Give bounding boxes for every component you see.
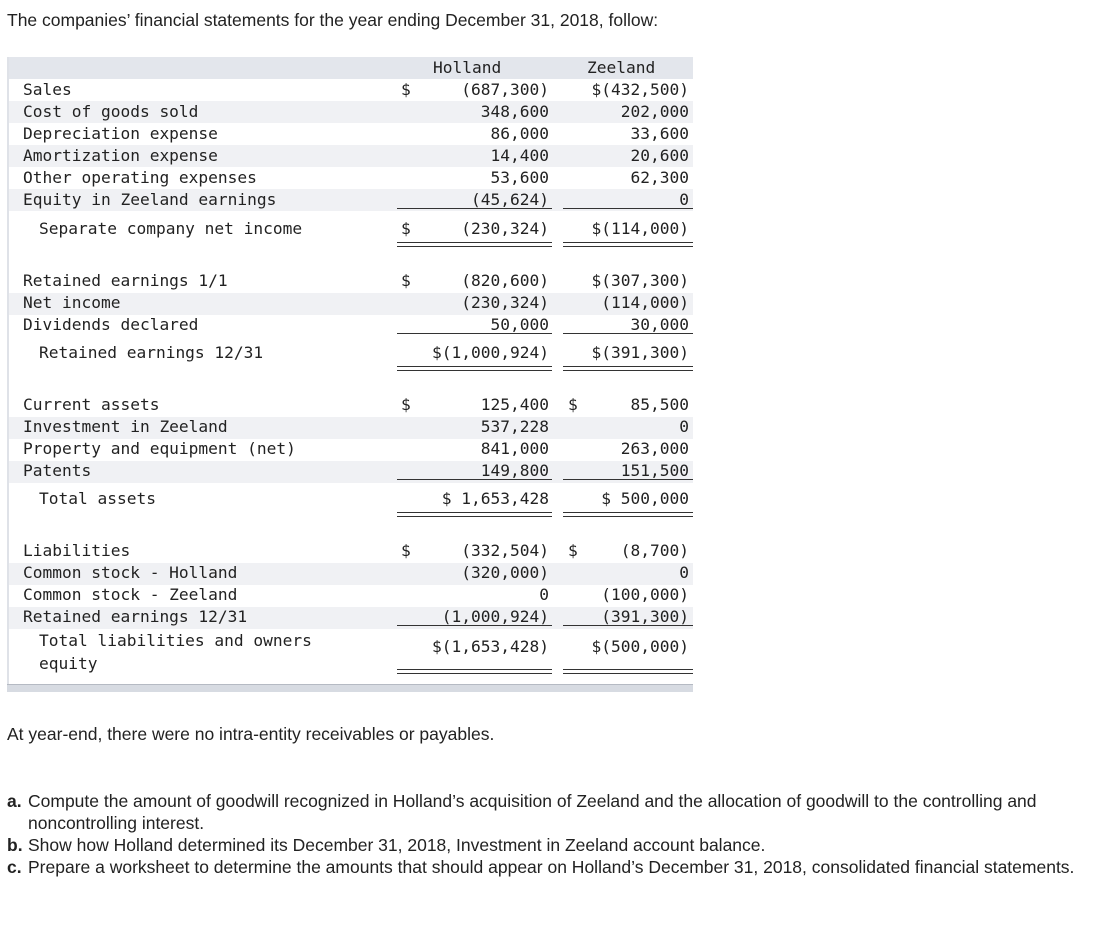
holland-value: 50,000 bbox=[490, 315, 549, 334]
row-label: Patents bbox=[23, 461, 92, 480]
zeeland-value: 30,000 bbox=[630, 315, 689, 334]
row-label: Common stock - Zeeland bbox=[23, 585, 238, 604]
row-label: Other operating expenses bbox=[23, 168, 257, 187]
dollar-sign: $ bbox=[401, 541, 411, 560]
question-text: Compute the amount of goodwill recognized in Holland’s acquisition of Zeeland and the allocation of goodwill to the controlling and noncontrolling interest. bbox=[28, 791, 1037, 833]
zeeland-value: 0 bbox=[679, 190, 689, 209]
holland-value: (687,300) bbox=[461, 80, 549, 99]
total-double-rule bbox=[563, 669, 693, 674]
zeeland-value: (391,300) bbox=[601, 607, 689, 626]
holland-value: (230,324) bbox=[461, 293, 549, 312]
subtotal-rule bbox=[397, 625, 552, 626]
column-header-zeeland: Zeeland bbox=[587, 58, 656, 77]
question-item bbox=[7, 790, 1077, 834]
holland-value: (45,624) bbox=[471, 190, 549, 209]
dollar-sign: $ bbox=[401, 219, 411, 238]
holland-value: 14,400 bbox=[490, 146, 549, 165]
subtotal-rule bbox=[563, 479, 693, 480]
dollar-sign: $ bbox=[568, 395, 578, 414]
holland-value: 841,000 bbox=[480, 439, 549, 458]
question-text: Prepare a worksheet to determine the amounts that should appear on Holland’s December 31, 2018, consolidated financial statements. bbox=[28, 857, 1075, 877]
row-label-continued: equity bbox=[39, 654, 98, 673]
intro-text: The companies’ financial statements for the year ending December 31, 2018, follow: bbox=[7, 10, 659, 30]
row-label: Investment in Zeeland bbox=[23, 417, 228, 436]
total-double-rule bbox=[397, 669, 552, 674]
dollar-sign: $ bbox=[568, 541, 578, 560]
total-double-rule bbox=[397, 366, 552, 371]
dollar-sign: $ bbox=[401, 271, 411, 290]
row-label: Total liabilities and owners bbox=[39, 631, 312, 650]
holland-value: (332,504) bbox=[461, 541, 549, 560]
column-header-holland: Holland bbox=[433, 58, 502, 77]
dollar-sign: $ bbox=[401, 395, 411, 414]
questions-list bbox=[7, 790, 1077, 878]
row-label: Equity in Zeeland earnings bbox=[23, 190, 277, 209]
zeeland-value: 263,000 bbox=[620, 439, 689, 458]
subtotal-rule bbox=[397, 208, 552, 209]
holland-value: 348,600 bbox=[480, 102, 549, 121]
total-double-rule bbox=[563, 512, 693, 517]
holland-value: 125,400 bbox=[480, 395, 549, 414]
holland-value: 149,800 bbox=[480, 461, 549, 480]
question-item bbox=[7, 856, 1077, 878]
zeeland-value: $(307,300) bbox=[591, 271, 689, 290]
total-double-rule bbox=[397, 512, 552, 517]
row-label: Retained earnings 12/31 bbox=[23, 607, 248, 626]
holland-value: $(1,000,924) bbox=[432, 343, 549, 362]
holland-value: (230,324) bbox=[461, 219, 549, 238]
row-label: Sales bbox=[23, 80, 72, 99]
holland-value: (820,600) bbox=[461, 271, 549, 290]
subtotal-rule bbox=[563, 625, 693, 626]
subtotal-rule bbox=[563, 333, 693, 334]
note-text: At year-end, there were no intra-entity receivables or payables. bbox=[7, 724, 495, 744]
zeeland-value: 20,600 bbox=[630, 146, 689, 165]
row-label: Cost of goods sold bbox=[23, 102, 199, 121]
financial-statements-table bbox=[7, 57, 693, 692]
holland-value: 0 bbox=[539, 585, 549, 604]
dollar-sign: $ bbox=[401, 80, 411, 99]
zeeland-value: $(391,300) bbox=[591, 343, 689, 362]
row-label: Total assets bbox=[39, 489, 156, 508]
zeeland-value: $(114,000) bbox=[591, 219, 689, 238]
table-bottom-bar bbox=[7, 684, 693, 692]
zeeland-value: $ 500,000 bbox=[601, 489, 689, 508]
question-item bbox=[7, 834, 1077, 856]
zeeland-value: 33,600 bbox=[630, 124, 689, 143]
subtotal-rule bbox=[563, 208, 693, 209]
holland-value: 86,000 bbox=[490, 124, 549, 143]
zeeland-value: (8,700) bbox=[620, 541, 689, 560]
holland-value: 53,600 bbox=[490, 168, 549, 187]
question-label: a. bbox=[7, 791, 22, 811]
row-label: Liabilities bbox=[23, 541, 131, 560]
row-label: Current assets bbox=[23, 395, 160, 414]
question-label: b. bbox=[7, 835, 23, 855]
zeeland-value: 0 bbox=[679, 563, 689, 582]
zeeland-value: $(432,500) bbox=[591, 80, 689, 99]
row-label: Retained earnings 1/1 bbox=[23, 271, 228, 290]
row-label: Depreciation expense bbox=[23, 124, 218, 143]
zeeland-value: 202,000 bbox=[620, 102, 689, 121]
row-label: Amortization expense bbox=[23, 146, 218, 165]
row-label: Net income bbox=[23, 293, 121, 312]
subtotal-rule bbox=[397, 333, 552, 334]
question-label: c. bbox=[7, 857, 22, 877]
question-text: Show how Holland determined its December 31, 2018, Investment in Zeeland account balance. bbox=[28, 835, 766, 855]
zeeland-value: 62,300 bbox=[630, 168, 689, 187]
zeeland-value: 85,500 bbox=[630, 395, 689, 414]
row-label: Retained earnings 12/31 bbox=[39, 343, 264, 362]
table-left-edge bbox=[7, 57, 9, 692]
zeeland-value: $(500,000) bbox=[591, 637, 689, 656]
zeeland-value: (114,000) bbox=[601, 293, 689, 312]
zeeland-value: (100,000) bbox=[601, 585, 689, 604]
row-label: Separate company net income bbox=[39, 219, 303, 238]
total-double-rule bbox=[563, 366, 693, 371]
holland-value: 537,228 bbox=[480, 417, 549, 436]
holland-value: $(1,653,428) bbox=[432, 637, 549, 656]
total-double-rule bbox=[397, 242, 552, 247]
zeeland-value: 0 bbox=[679, 417, 689, 436]
row-label: Common stock - Holland bbox=[23, 563, 238, 582]
zeeland-value: 151,500 bbox=[620, 461, 689, 480]
subtotal-rule bbox=[397, 479, 552, 480]
holland-value: (320,000) bbox=[461, 563, 549, 582]
total-double-rule bbox=[563, 242, 693, 247]
row-label: Dividends declared bbox=[23, 315, 199, 334]
holland-value: $ 1,653,428 bbox=[441, 489, 549, 508]
row-label: Property and equipment (net) bbox=[23, 439, 296, 458]
holland-value: (1,000,924) bbox=[441, 607, 549, 626]
